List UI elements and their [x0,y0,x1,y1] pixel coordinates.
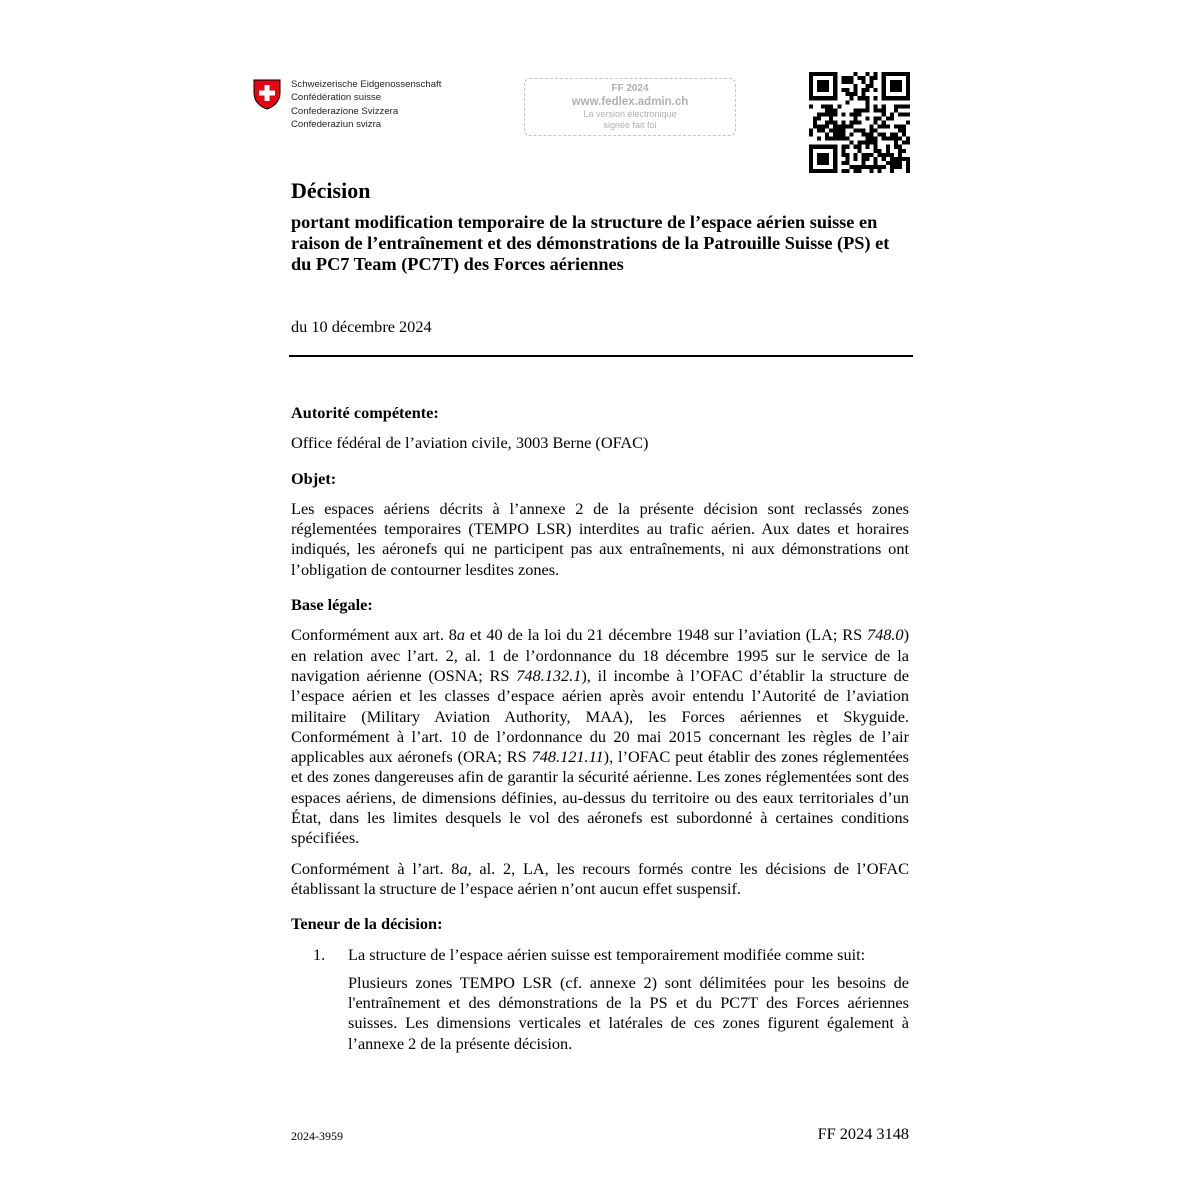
italic-run: 748.132.1 [516,665,582,685]
document-title: Décision [291,178,371,203]
paragraph-base-legale-1 [291,625,909,848]
signature-stamp [524,78,736,136]
confederation-line-fr: Confédération suisse [291,92,382,104]
swiss-cross-shield-icon [253,79,281,110]
text-run: et 40 de la loi du 21 décembre 1948 sur l’aviation (LA; RS [465,625,867,645]
paragraph-objet: Les espaces aériens décrits à l’annexe 2 de la présente décision sont reclassés zones réglementées temporaires (TEMPO LSR) interdites au trafic aérien. Aux dates et horaires indiqués, les aéronefs qui ne participent pas aux entraînements, ni aux démonstrations ont l’obligation de contourner lesdites zones. [291,498,909,579]
confederation-name [291,78,441,131]
heading-base-legale: Base légale: [291,595,373,615]
confederation-line-it: Confederazione Svizzera [291,105,399,117]
stamp-line-url: www.fedlex.admin.ch [571,96,689,108]
heading-autorite: Autorité compétente: [291,403,439,422]
document-body [291,403,909,1062]
italic-run: 748.0 [866,625,904,645]
list-item-subtext: Plusieurs zones TEMPO LSR (cf. annexe 2) sont délimitées pour les besoins de l'entraînement et des démonstrations de la PS et du PC7T des Forces aériennes suisses. Les dimensions verticales et latérales de ces zones figurent également à l’annexe 2 de la présente décision. [348,972,909,1053]
confederation-line-de: Schweizerische Eidgenossenschaft [291,79,442,90]
text-run: ) en relation avec l’art. 2, al. 1 de l’ordonnance du 18 décembre 1995 sur le service de la navigation aérienne (OSNA; RS [291,625,909,685]
text-run: Conformément aux art. 8 [291,625,457,645]
document-subtitle: portant modification temporaire de la structure de l’espace aérien suisse en raison de l’entraînement et des démonstrations de la Patrouille Suisse (PS) et du PC7 Team (PC7T) des Forces aériennes [291,212,890,274]
qr-code-icon [809,72,910,173]
list-item-number: 1. [313,944,326,964]
confederation-line-rm: Confederaziun svizra [291,118,382,130]
italic-run: 748.121.11 [531,747,604,767]
heading-objet: Objet: [291,468,337,488]
list-item [291,945,909,1062]
italic-run: a [456,625,466,645]
text-run: , al. 2, LA, les recours formés contre les décisions de l’OFAC établissant la structure de l’espace aérien n’ont aucun effet suspensif. [291,858,909,898]
italic-run: a [459,858,468,878]
text-run: Conformément à l’art. 8 [291,858,460,878]
document-date: du 10 décembre 2024 [291,317,432,336]
footer-reference: 2024-3959 [291,1129,343,1143]
footer-page-id: FF 2024 3148 [817,1124,909,1143]
stamp-line-version: La version électronique [583,109,677,119]
paragraph-autorite: Office fédéral de l’aviation civile, 3003 Berne (OFAC) [291,433,649,453]
paragraph-base-legale-2 [291,859,909,900]
stamp-line-foi: signée fait foi [603,120,657,130]
stamp-line-ff: FF 2024 [611,83,649,94]
text-run: ), il incombe à l’OFAC d’établir la structure de l’espace aérien et les classes d’espace aérien après avoir entendu l’Autorité de l’aviation militaire (Military Aviation Authority, MAA), les Forces aériennes et Skyguide. Conformément à l’art. 10 de l’ordonnance du 20 mai 2015 concernant les règles de l’air applicables aux aéronefs (ORA; RS [291,665,909,767]
title-divider [289,355,913,357]
heading-teneur: Teneur de la décision: [291,914,443,934]
list-item-text: La structure de l’espace aérien suisse est temporairement modifiée comme suit: [348,944,866,964]
list-item-content [348,945,909,1062]
text-run: ), l’OFAC peut établir des zones réglementées et des zones dangereuses afin de garantir la sécurité aérienne. Les zones réglementées sont des espaces aériens, de dimensions définies, au-dessus du territoire ou des eaux territoriales d’un État, dans les limites desquels le vol des aéronefs est subordonné à certaines conditions spécifiées. [291,747,909,848]
